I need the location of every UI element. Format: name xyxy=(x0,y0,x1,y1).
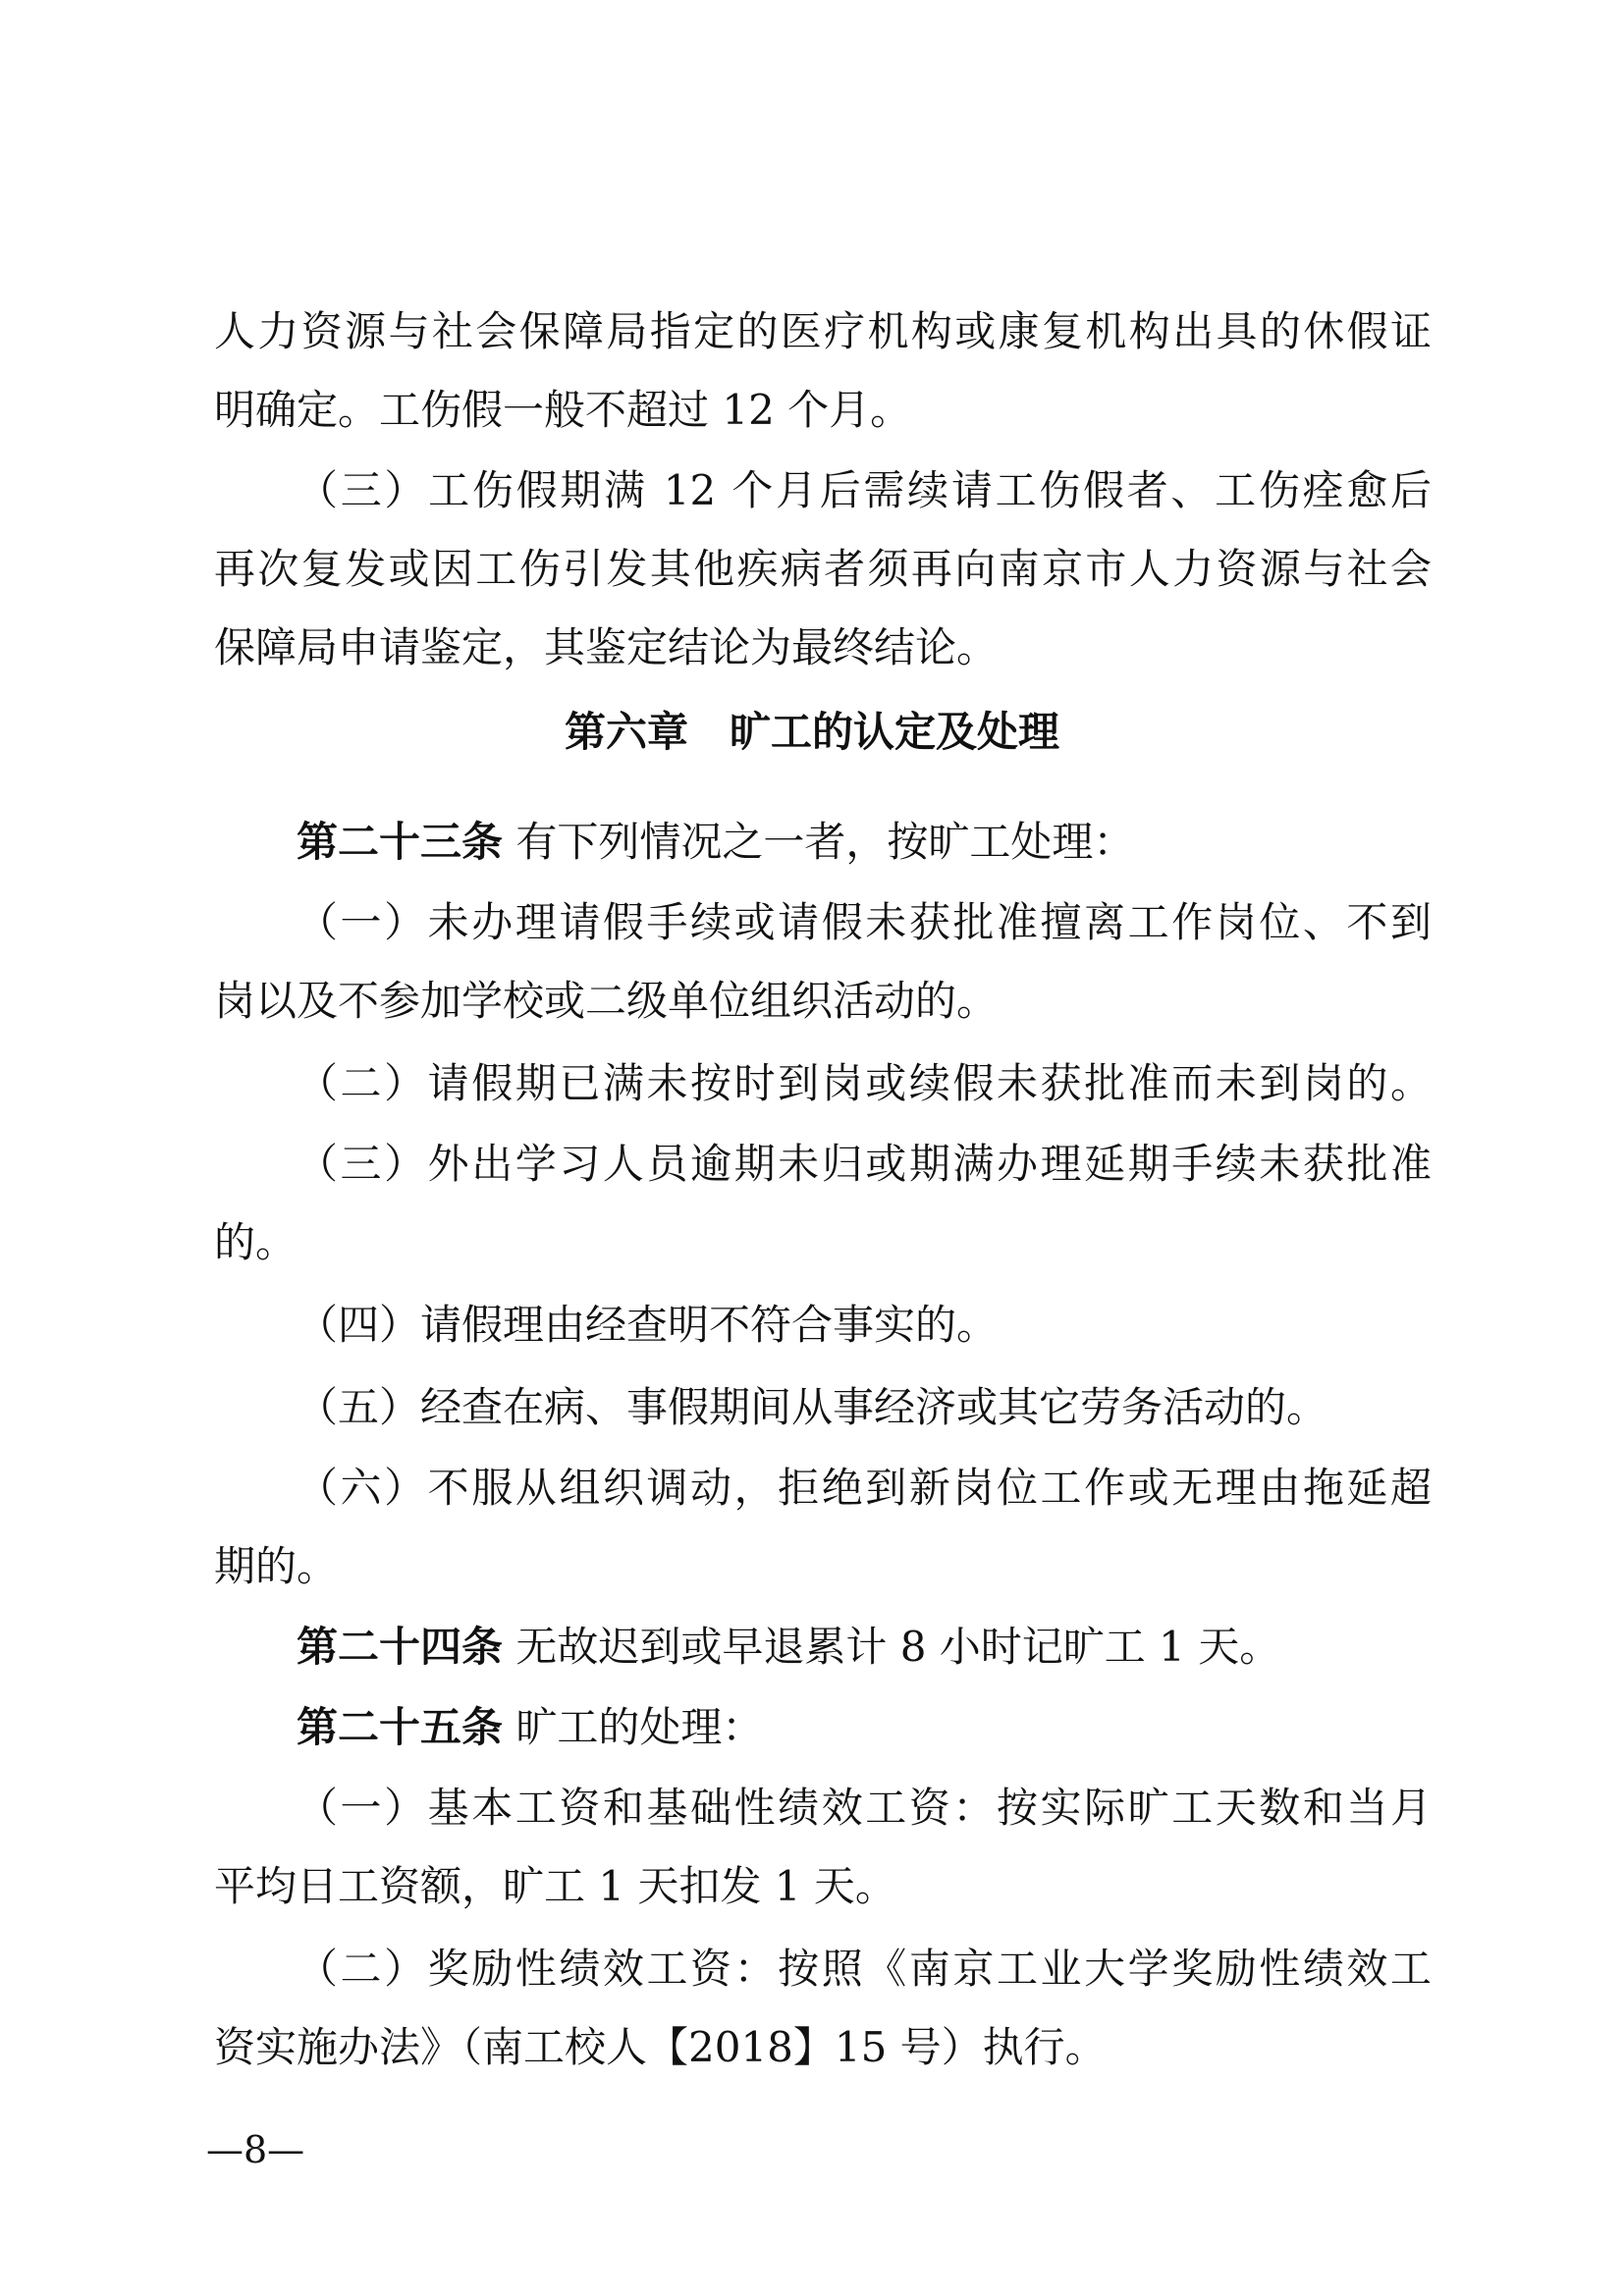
paragraph-line: 人力资源与社会保障局指定的医疗机构或康复机构出具的休假证 xyxy=(214,307,1432,355)
list-item: 资实施办法》（南工校人【2018】15 号）执行。 xyxy=(214,2023,1107,2071)
list-item: 的。 xyxy=(214,1218,298,1266)
list-item: 平均日工资额，旷工 1 天扣发 1 天。 xyxy=(214,1862,896,1910)
paragraph-line: 明确定。工伤假一般不超过 12 个月。 xyxy=(214,386,912,434)
article-label: 第二十五条 xyxy=(297,1703,504,1751)
list-item: （四）请假理由经查明不符合事实的。 xyxy=(297,1301,999,1349)
article-23 xyxy=(297,803,1432,881)
list-item: 期的。 xyxy=(214,1542,339,1590)
article-label: 第二十四条 xyxy=(297,1623,504,1671)
list-item: （五）经查在病、事假期间从事经济或其它劳务活动的。 xyxy=(297,1383,1328,1431)
list-item: （一）未办理请假手续或请假未获批准擅离工作岗位、不到 xyxy=(297,898,1432,946)
list-item: （二）请假期已满未按时到岗或续假未获批准而未到岗的。 xyxy=(297,1059,1432,1107)
page-number: —8— xyxy=(206,2128,305,2171)
list-item: （三）外出学习人员逾期未归或期满办理延期手续未获批准 xyxy=(297,1140,1432,1188)
paragraph-line: 保障局申请鉴定，其鉴定结论为最终结论。 xyxy=(214,623,999,671)
list-item: （二）奖励性绩效工资：按照《南京工业大学奖励性绩效工 xyxy=(297,1945,1432,1993)
article-text: 旷工的处理： xyxy=(503,1703,764,1751)
article-label: 第二十三条 xyxy=(297,818,504,866)
article-25 xyxy=(297,1688,1432,1767)
paragraph-line: （三）工伤假期满 12 个月后需续请工伤假者、工伤痊愈后 xyxy=(297,466,1432,514)
article-text: 有下列情况之一者，按旷工处理： xyxy=(503,818,1135,866)
list-item: 岗以及不参加学校或二级单位组织活动的。 xyxy=(214,977,999,1025)
article-text: 无故迟到或早退累计 8 小时记旷工 1 天。 xyxy=(503,1623,1281,1671)
chapter-title: 第六章 旷工的认定及处理 xyxy=(564,708,1059,756)
article-24 xyxy=(297,1608,1432,1686)
list-item: （六）不服从组织调动，拒绝到新岗位工作或无理由拖延超 xyxy=(297,1464,1432,1512)
paragraph-line: 再次复发或因工伤引发其他疾病者须再向南京市人力资源与社会 xyxy=(214,545,1432,593)
list-item: （一）基本工资和基础性绩效工资：按实际旷工天数和当月 xyxy=(297,1784,1432,1832)
